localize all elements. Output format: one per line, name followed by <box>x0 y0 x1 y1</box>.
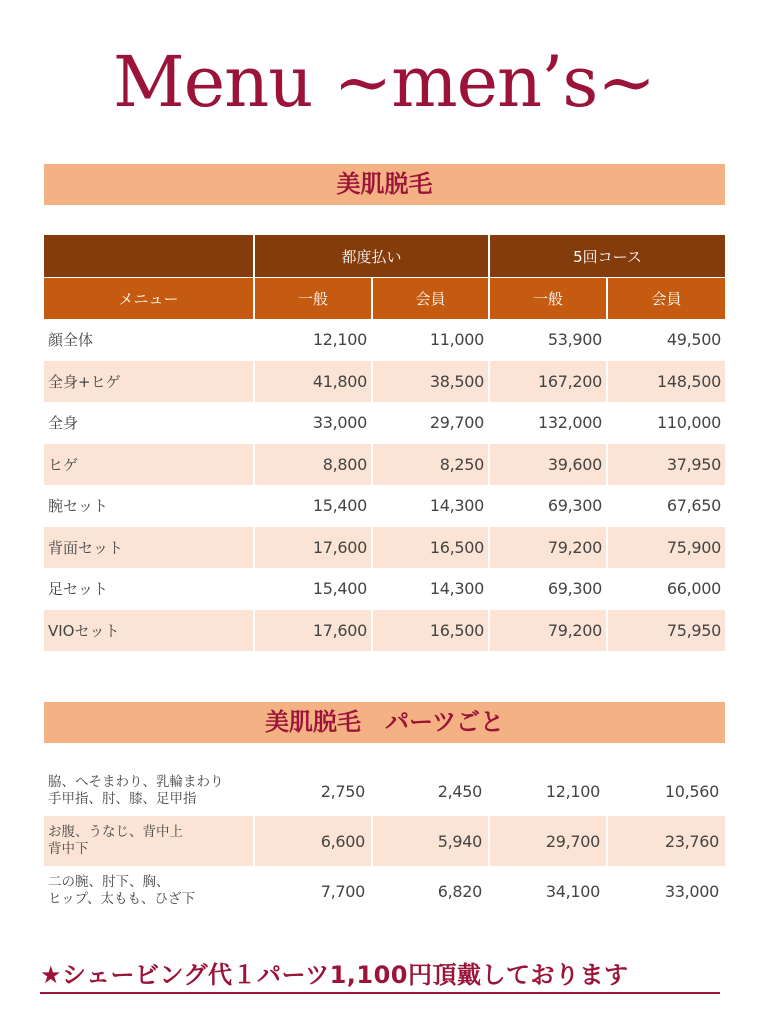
menu-name: 全身+ヒゲ <box>44 361 254 403</box>
menu-name: 全身 <box>48 414 79 433</box>
header-general: 一般 <box>489 278 607 320</box>
header-member: 会員 <box>607 278 725 320</box>
price-cell: 49,500 <box>607 319 725 361</box>
price-cell: 2,750 <box>254 766 372 816</box>
table-row <box>44 527 725 569</box>
menu-name: ヒゲ <box>44 444 254 486</box>
price-cell: 34,100 <box>489 866 607 916</box>
price-cell: 15,400 <box>254 485 372 527</box>
parts-name <box>44 866 254 916</box>
table-row <box>44 444 725 486</box>
parts-name-line: お腹、うなじ、背中上 <box>48 824 183 840</box>
price-cell: 53,900 <box>489 319 607 361</box>
header-general: 一般 <box>254 278 372 320</box>
price-cell: 167,200 <box>489 361 607 403</box>
price-cell: 67,650 <box>607 485 725 527</box>
header-blank <box>44 235 254 278</box>
header-group-5-course: 5回コース <box>489 235 725 278</box>
price-cell: 37,950 <box>607 444 725 486</box>
price-cell: 10,560 <box>607 766 725 816</box>
shaving-fee-note: ★シェービング代１パーツ1,100円頂戴しております <box>40 958 720 994</box>
price-cell: 8,250 <box>372 444 489 486</box>
price-cell: 11,000 <box>372 319 489 361</box>
price-cell: 17,600 <box>254 610 372 652</box>
price-cell: 12,100 <box>489 766 607 816</box>
price-cell: 7,700 <box>254 866 372 916</box>
price-cell: 16,500 <box>372 527 489 569</box>
table-row <box>44 568 725 610</box>
price-cell: 79,200 <box>489 610 607 652</box>
price-cell: 110,000 <box>607 402 725 444</box>
price-cell: 12,100 <box>254 319 372 361</box>
menu-name: 足セット <box>48 580 109 599</box>
menu-name: VIOセット <box>44 610 254 652</box>
parts-price-table <box>44 766 725 916</box>
price-cell: 33,000 <box>607 866 725 916</box>
price-cell: 6,820 <box>372 866 489 916</box>
price-cell: 2,450 <box>372 766 489 816</box>
parts-name-line: 背中下 <box>48 841 89 857</box>
header-group-pay-per-visit: 都度払い <box>254 235 489 278</box>
price-cell: 15,400 <box>254 568 372 610</box>
price-cell: 14,300 <box>372 568 489 610</box>
price-cell: 8,800 <box>254 444 372 486</box>
price-cell: 69,300 <box>489 568 607 610</box>
menu-name: 顔全体 <box>48 331 94 350</box>
parts-name-line: 二の腕、肘下、胸、 <box>48 874 170 890</box>
price-cell: 75,950 <box>607 610 725 652</box>
header-member: 会員 <box>372 278 489 320</box>
table-row <box>44 766 725 816</box>
price-cell: 5,940 <box>372 816 489 866</box>
price-cell: 16,500 <box>372 610 489 652</box>
table-row <box>44 402 725 444</box>
price-cell: 79,200 <box>489 527 607 569</box>
table-row <box>44 319 725 361</box>
price-cell: 38,500 <box>372 361 489 403</box>
table-row <box>44 610 725 652</box>
price-cell: 75,900 <box>607 527 725 569</box>
menu-name: 背面セット <box>44 527 254 569</box>
table-row <box>44 485 725 527</box>
price-cell: 23,760 <box>607 816 725 866</box>
price-cell: 33,000 <box>254 402 372 444</box>
price-cell: 41,800 <box>254 361 372 403</box>
parts-name <box>44 766 254 816</box>
section-title-bihada: 美肌脱毛 <box>44 164 725 205</box>
price-cell: 39,600 <box>489 444 607 486</box>
price-cell: 6,600 <box>254 816 372 866</box>
section-title-parts: 美肌脱毛 パーツごと <box>44 702 725 743</box>
menu-name: 腕セット <box>48 497 109 516</box>
table-row <box>44 866 725 916</box>
table-row <box>44 816 725 866</box>
price-cell: 66,000 <box>607 568 725 610</box>
price-cell: 29,700 <box>372 402 489 444</box>
parts-name <box>44 816 254 866</box>
parts-name-line: 脇、へそまわり、乳輪まわり <box>48 774 224 790</box>
parts-name-line: 手甲指、肘、膝、足甲指 <box>48 791 197 807</box>
price-cell: 29,700 <box>489 816 607 866</box>
page-title: Menu ~men’s~ <box>113 41 655 123</box>
price-cell: 148,500 <box>607 361 725 403</box>
header-menu: メニュー <box>44 278 254 320</box>
price-cell: 132,000 <box>489 402 607 444</box>
price-table <box>44 235 725 651</box>
price-cell: 14,300 <box>372 485 489 527</box>
price-cell: 17,600 <box>254 527 372 569</box>
price-cell: 69,300 <box>489 485 607 527</box>
parts-name-line: ヒップ、太もも、ひざ下 <box>48 891 196 907</box>
table-row <box>44 361 725 403</box>
